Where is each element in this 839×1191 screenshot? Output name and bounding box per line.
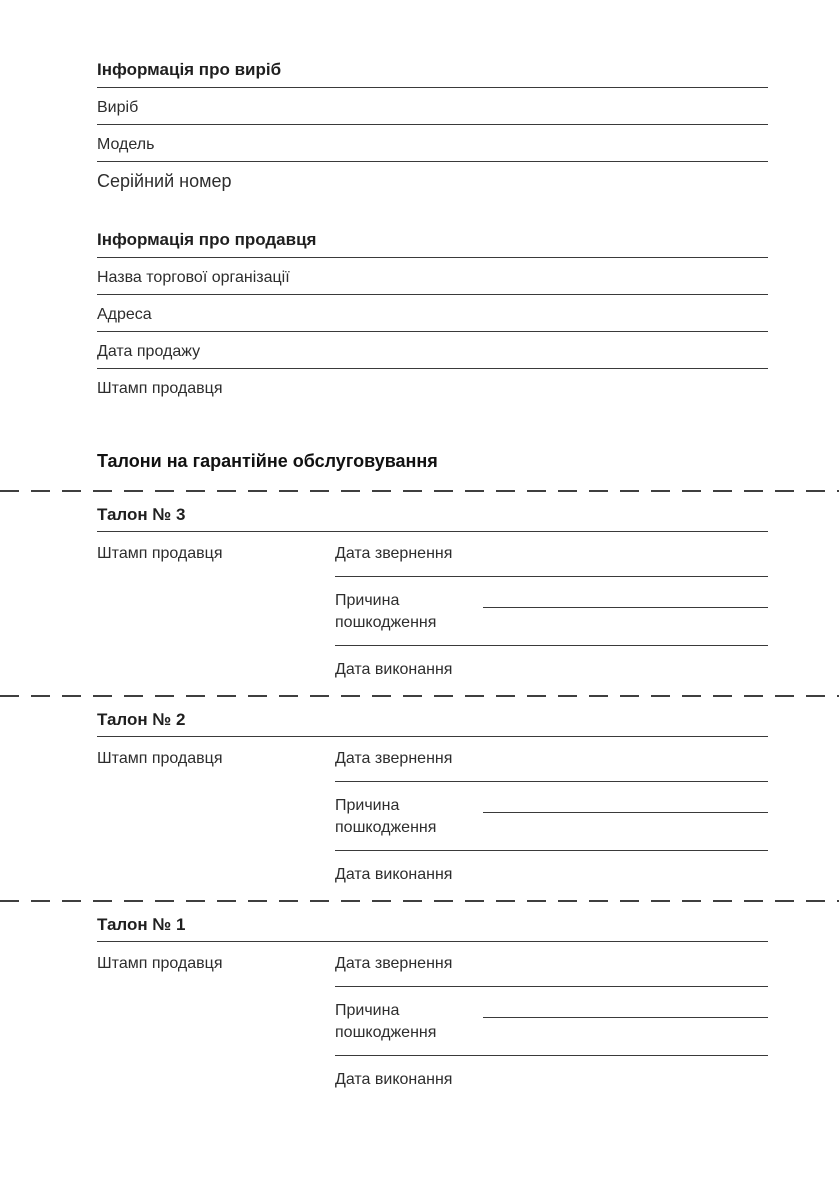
field-label: Причина пошкодження xyxy=(335,592,437,631)
field-label: Виріб xyxy=(97,99,139,116)
field-request-date xyxy=(335,942,768,987)
fill-line xyxy=(483,1017,768,1018)
field-label: Причина пошкодження xyxy=(335,797,437,836)
coupon-title: Талон № 2 xyxy=(97,710,768,737)
stamp-area xyxy=(97,942,335,1091)
coupon-1 xyxy=(97,902,768,1105)
fill-line xyxy=(483,607,768,608)
coupon-body xyxy=(97,737,768,886)
field-completion-date xyxy=(335,646,768,681)
field-label: Дата звернення xyxy=(335,955,453,972)
field-sale-date xyxy=(97,332,768,369)
field-address xyxy=(97,295,768,332)
field-serial-number xyxy=(97,162,768,198)
field-damage-reason xyxy=(335,782,768,851)
field-label: Дата звернення xyxy=(335,545,453,562)
field-store-name xyxy=(97,258,768,295)
stamp-label: Штамп продавця xyxy=(97,750,223,767)
stamp-area xyxy=(97,532,335,681)
coupon-body xyxy=(97,942,768,1091)
field-label: Дата продажу xyxy=(97,343,201,360)
coupon-2 xyxy=(97,697,768,900)
field-product xyxy=(97,88,768,125)
coupon-body xyxy=(97,532,768,681)
field-label: Модель xyxy=(97,136,155,153)
coupon-title: Талон № 1 xyxy=(97,915,768,942)
field-label: Серійний номер xyxy=(97,171,232,191)
field-label: Дата виконання xyxy=(335,866,453,883)
fill-line xyxy=(483,812,768,813)
seller-info-title: Інформація про продавця xyxy=(97,230,768,258)
field-label: Дата виконання xyxy=(335,1071,453,1088)
field-label: Дата звернення xyxy=(335,750,453,767)
field-damage-reason xyxy=(335,987,768,1056)
seller-info-section xyxy=(97,230,768,405)
field-label: Причина пошкодження xyxy=(335,1002,437,1041)
field-label: Дата виконання xyxy=(335,661,453,678)
coupon-fields xyxy=(335,942,768,1091)
field-damage-reason xyxy=(335,577,768,646)
field-request-date xyxy=(335,532,768,577)
field-completion-date xyxy=(335,851,768,886)
field-label: Назва торгової організації xyxy=(97,269,290,286)
product-info-section xyxy=(97,60,768,198)
stamp-label: Штамп продавця xyxy=(97,545,223,562)
field-request-date xyxy=(335,737,768,782)
warranty-info-area xyxy=(97,0,768,472)
field-completion-date xyxy=(335,1056,768,1091)
stamp-label: Штамп продавця xyxy=(97,955,223,972)
field-seller-stamp xyxy=(97,369,768,405)
field-label: Штамп продавця xyxy=(97,380,223,397)
coupon-3 xyxy=(97,492,768,695)
coupons-heading: Талони на гарантійне обслуговування xyxy=(97,451,438,471)
coupon-fields xyxy=(335,737,768,886)
coupon-fields xyxy=(335,532,768,681)
product-info-title: Інформація про виріб xyxy=(97,60,768,88)
stamp-area xyxy=(97,737,335,886)
field-model xyxy=(97,125,768,162)
field-label: Адреса xyxy=(97,306,152,323)
coupon-title: Талон № 3 xyxy=(97,505,768,532)
